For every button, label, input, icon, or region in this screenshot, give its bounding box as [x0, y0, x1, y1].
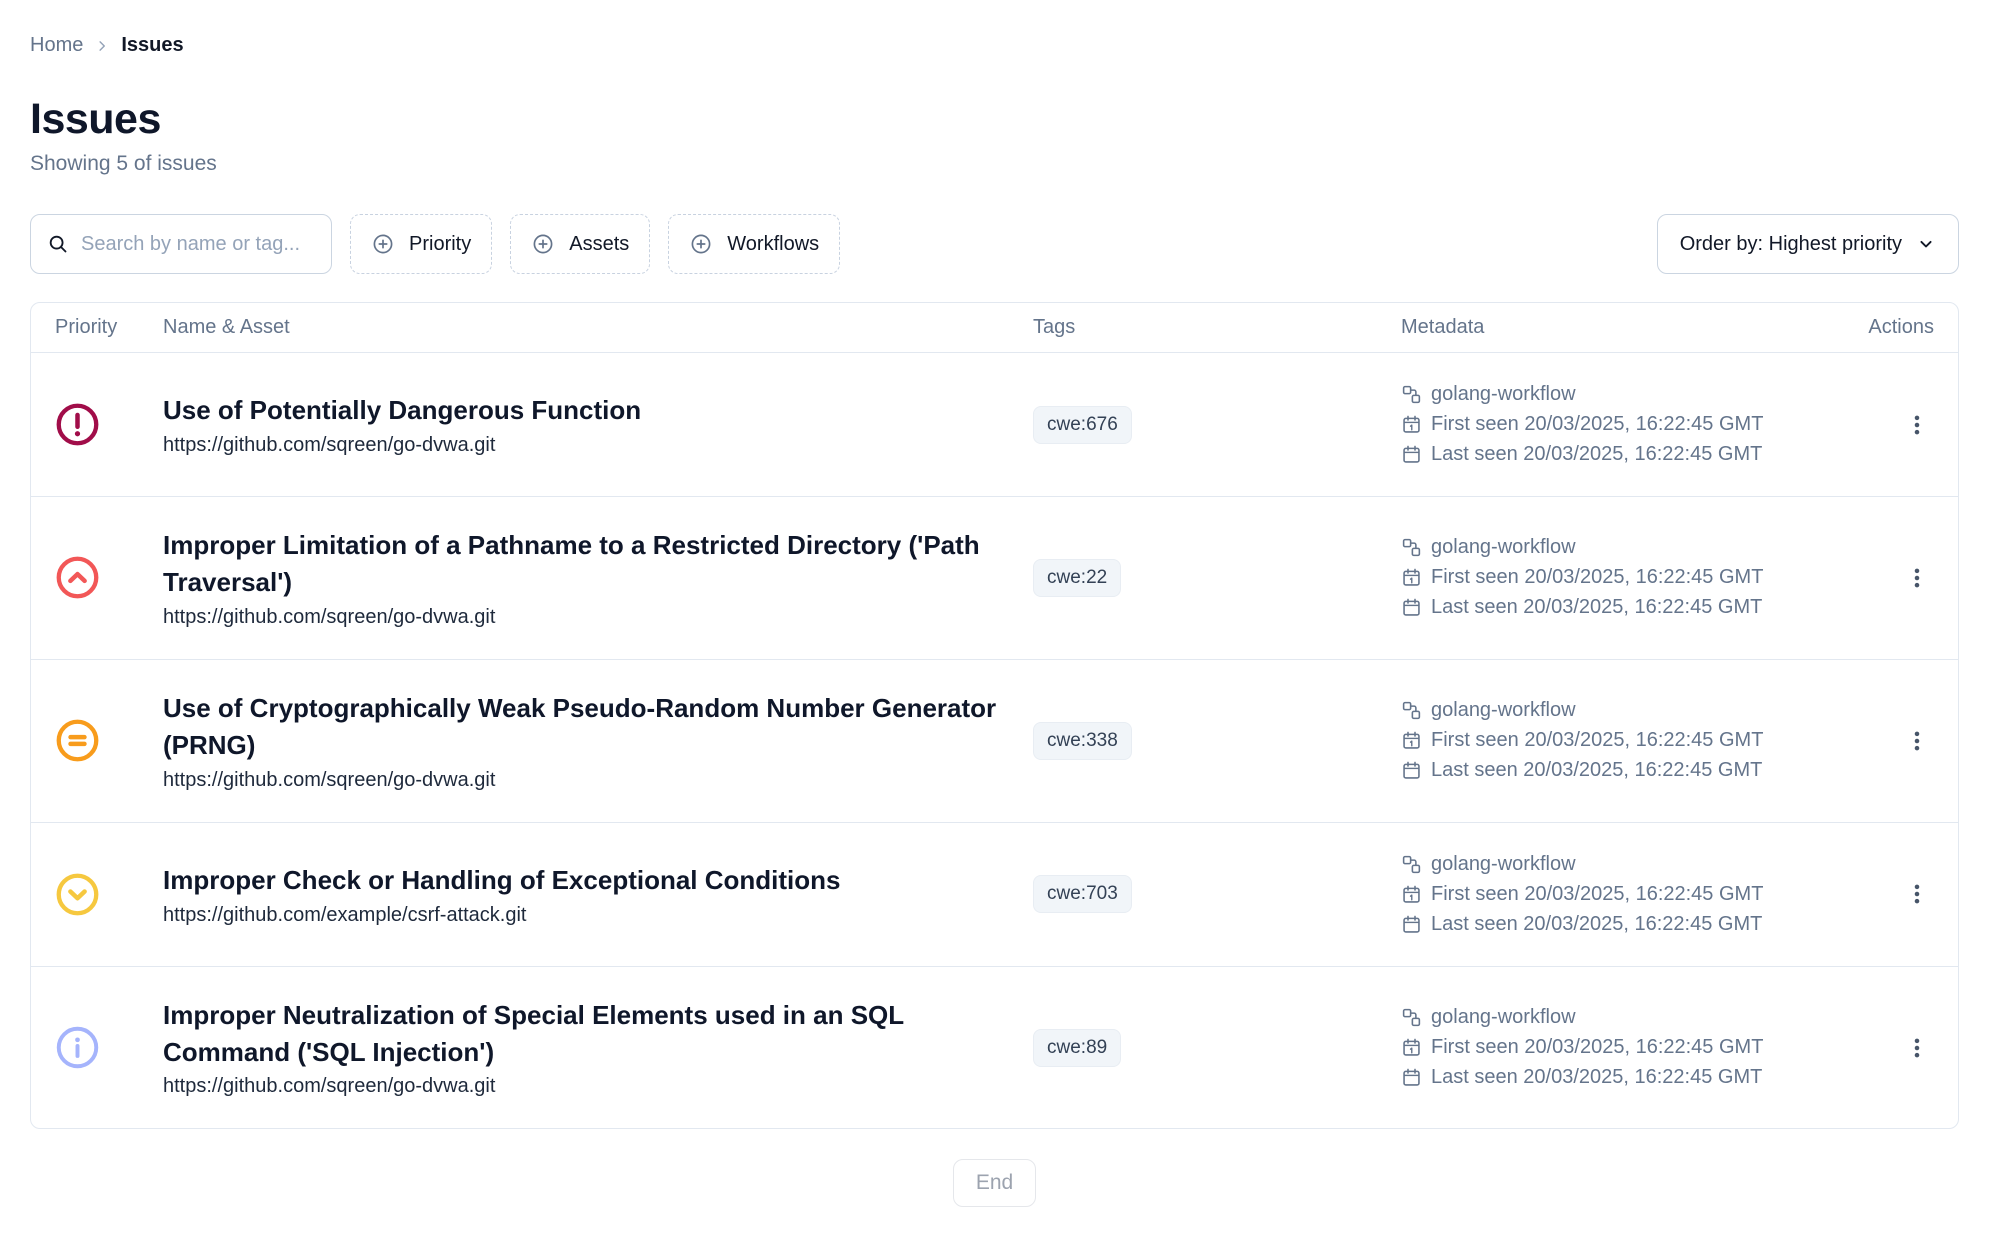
last-seen: Last seen 20/03/2025, 16:22:45 GMT — [1431, 759, 1763, 782]
calendar-first-seen-icon — [1401, 414, 1422, 435]
calendar-first-seen-icon — [1401, 1037, 1422, 1058]
issues-table — [30, 302, 1959, 1129]
row-actions-button[interactable] — [1900, 561, 1934, 595]
calendar-last-seen-icon — [1401, 597, 1422, 618]
kebab-icon — [1904, 412, 1930, 438]
row-actions-button[interactable] — [1900, 724, 1934, 758]
search-box[interactable] — [30, 214, 332, 274]
calendar-last-seen-icon — [1401, 914, 1422, 935]
tag-badge: cwe:22 — [1033, 559, 1121, 597]
issue-title: Improper Neutralization of Special Elements used in an SQL Command ('SQL Injection') — [163, 999, 904, 1067]
workflow-icon — [1401, 700, 1422, 721]
row-actions-button[interactable] — [1900, 1031, 1934, 1065]
tag-badge: cwe:338 — [1033, 722, 1132, 760]
page-subtitle: Showing 5 of issues — [30, 152, 217, 175]
tag-badge: cwe:676 — [1033, 406, 1132, 444]
breadcrumb — [30, 34, 1959, 57]
row-actions-button[interactable] — [1900, 877, 1934, 911]
order-by-button[interactable] — [1657, 214, 1959, 274]
issue-asset-url: https://github.com/sqreen/go-dvwa.git — [163, 1075, 496, 1098]
filter-assets-button[interactable] — [510, 214, 650, 274]
filter-priority-button[interactable] — [350, 214, 492, 274]
kebab-icon — [1904, 1035, 1930, 1061]
calendar-first-seen-icon — [1401, 567, 1422, 588]
workflow-name: golang-workflow — [1431, 1006, 1576, 1029]
breadcrumb-home-link[interactable]: Home — [30, 34, 84, 56]
search-icon — [47, 233, 69, 255]
last-seen: Last seen 20/03/2025, 16:22:45 GMT — [1431, 912, 1763, 935]
page-title: Issues — [30, 95, 161, 143]
end-marker: End — [953, 1159, 1036, 1207]
priority-low-icon — [55, 872, 163, 917]
issue-asset-url: https://github.com/example/csrf-attack.git — [163, 903, 527, 926]
table-row[interactable] — [31, 660, 1958, 823]
calendar-last-seen-icon — [1401, 1067, 1422, 1088]
last-seen: Last seen 20/03/2025, 16:22:45 GMT — [1431, 1066, 1763, 1089]
filter-label: Workflows — [727, 232, 820, 255]
issue-title: Use of Cryptographically Weak Pseudo-Random Number Generator (PRNG) — [163, 692, 997, 760]
issue-title: Improper Check or Handling of Exceptional Conditions — [163, 864, 841, 895]
calendar-first-seen-icon — [1401, 884, 1422, 905]
issue-title: Use of Potentially Dangerous Function — [163, 395, 642, 426]
first-seen: First seen 20/03/2025, 16:22:45 GMT — [1431, 413, 1764, 435]
table-row[interactable] — [31, 497, 1958, 660]
chevron-right-icon — [93, 37, 111, 55]
plus-circle-icon — [371, 232, 395, 256]
workflow-icon — [1401, 384, 1422, 405]
first-seen: First seen 20/03/2025, 16:22:45 GMT — [1431, 1036, 1764, 1059]
order-by-label: Order by: Highest priority — [1679, 232, 1902, 255]
table-row[interactable] — [31, 823, 1958, 967]
calendar-last-seen-icon — [1401, 760, 1422, 781]
column-header-name-asset: Name & Asset — [163, 316, 290, 338]
first-seen: First seen 20/03/2025, 16:22:45 GMT — [1431, 729, 1764, 752]
kebab-icon — [1904, 565, 1930, 591]
toolbar — [30, 214, 1959, 274]
issue-title: Improper Limitation of a Pathname to a Restricted Directory ('Path Traversal') — [163, 530, 980, 597]
first-seen: First seen 20/03/2025, 16:22:45 GMT — [1431, 566, 1764, 589]
issue-asset-url: https://github.com/sqreen/go-dvwa.git — [163, 605, 496, 628]
tag-badge: cwe:89 — [1033, 1029, 1121, 1067]
workflow-name: golang-workflow — [1431, 536, 1576, 559]
filter-label: Assets — [569, 232, 630, 255]
priority-high-icon — [55, 555, 163, 600]
priority-medium-icon — [55, 718, 163, 763]
column-header-actions: Actions — [1868, 316, 1934, 338]
kebab-icon — [1904, 728, 1930, 754]
calendar-last-seen-icon — [1401, 444, 1422, 465]
filter-workflows-button[interactable] — [668, 214, 840, 274]
list-footer — [30, 1159, 1959, 1207]
issue-asset-url: https://github.com/sqreen/go-dvwa.git — [163, 768, 496, 791]
workflow-icon — [1401, 537, 1422, 558]
search-input[interactable] — [81, 233, 315, 256]
column-header-priority: Priority — [55, 316, 118, 338]
column-header-tags: Tags — [1033, 316, 1076, 338]
column-header-metadata: Metadata — [1401, 316, 1485, 338]
workflow-name: golang-workflow — [1431, 699, 1576, 722]
last-seen: Last seen 20/03/2025, 16:22:45 GMT — [1431, 443, 1763, 465]
filter-label: Priority — [409, 232, 472, 255]
priority-critical-icon — [55, 402, 163, 447]
chevron-down-icon — [1916, 234, 1936, 254]
workflow-name: golang-workflow — [1431, 383, 1576, 405]
table-header — [31, 303, 1958, 353]
workflow-icon — [1401, 1007, 1422, 1028]
breadcrumb-current: Issues — [121, 34, 184, 56]
table-row[interactable] — [31, 967, 1958, 1129]
plus-circle-icon — [531, 232, 555, 256]
calendar-first-seen-icon — [1401, 730, 1422, 751]
workflow-icon — [1401, 854, 1422, 875]
plus-circle-icon — [689, 232, 713, 256]
last-seen: Last seen 20/03/2025, 16:22:45 GMT — [1431, 596, 1763, 619]
workflow-name: golang-workflow — [1431, 852, 1576, 875]
issue-asset-url: https://github.com/sqreen/go-dvwa.git — [163, 433, 496, 456]
row-actions-button[interactable] — [1900, 408, 1934, 442]
kebab-icon — [1904, 881, 1930, 907]
first-seen: First seen 20/03/2025, 16:22:45 GMT — [1431, 882, 1764, 905]
tag-badge: cwe:703 — [1033, 875, 1132, 913]
table-row[interactable] — [31, 353, 1958, 497]
priority-info-icon — [55, 1025, 163, 1070]
